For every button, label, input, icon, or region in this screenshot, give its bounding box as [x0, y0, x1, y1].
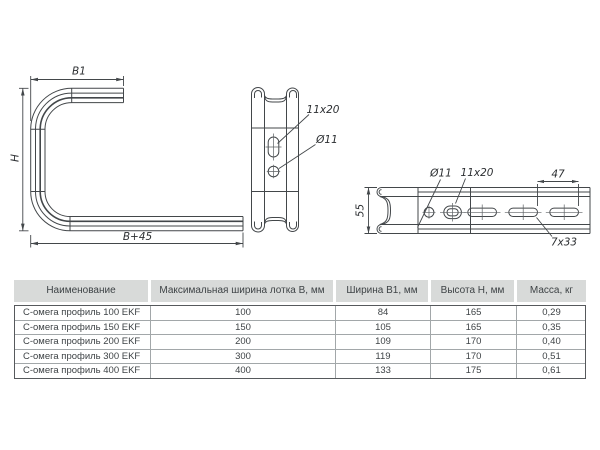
cell-mass: 0,51 [542, 350, 561, 362]
cell-height-h: 165 [431, 321, 517, 335]
cell-mass: 0,61 [542, 365, 561, 376]
cell-name: С-омега профиль 400 EKF [15, 364, 151, 378]
col-header-max-width: Максимальная ширина лотка В, мм [151, 280, 336, 302]
cell-max-width: 300 [151, 350, 336, 364]
label-top-long-slot: 7x33 [550, 236, 578, 249]
spec-table-header [14, 280, 586, 302]
cell-width-b1: 119 [336, 350, 431, 364]
front-view [252, 88, 340, 233]
cell-width-b1: 109 [336, 335, 431, 349]
cell-mass: 0,29 [542, 307, 561, 318]
cell-max-width: 150 [151, 321, 336, 335]
cell-mass: 0,35 [542, 321, 561, 333]
dim-label-47: 47 [551, 168, 565, 181]
cell-height-h: 175 [431, 364, 517, 378]
cell-max-width: 100 [151, 306, 336, 320]
spec-table [14, 280, 586, 379]
label-front-slot: 11x20 [306, 104, 340, 116]
col-header-mass: Масса, кг [517, 280, 586, 302]
cell-height-h: 170 [431, 335, 517, 349]
dim-label-b1: B1 [72, 65, 86, 78]
cell-name: С-омега профиль 150 EKF [15, 321, 151, 335]
cell-width-b1: 133 [336, 364, 431, 378]
dimension-h [10, 88, 29, 231]
dim-label-b45: B+45 [122, 231, 153, 243]
table-row [15, 321, 585, 336]
side-view [10, 66, 244, 248]
dimension-b45 [31, 231, 243, 248]
cell-width-b1: 84 [336, 306, 431, 320]
col-header-name: Наименование [14, 280, 151, 302]
cell-name: С-омега профиль 100 EKF [15, 306, 151, 320]
dim-label-h: H [9, 154, 22, 162]
top-view [355, 167, 591, 249]
cell-height-h: 165 [431, 306, 517, 320]
table-row [15, 350, 585, 365]
table-row [15, 364, 585, 378]
cell-max-width: 400 [151, 364, 336, 378]
table-row [15, 306, 585, 321]
dimension-55 [355, 188, 378, 234]
spec-table-body [14, 305, 586, 379]
label-front-hole: Ø11 [316, 134, 338, 146]
dim-label-55: 55 [354, 203, 367, 218]
cell-width-b1: 105 [336, 321, 431, 335]
cell-name: С-омега профиль 200 EKF [15, 335, 151, 349]
cell-max-width: 200 [151, 335, 336, 349]
col-header-width-b1: Ширина В1, мм [336, 280, 431, 302]
label-top-hole: Ø11 [430, 167, 452, 180]
cell-height-h: 170 [431, 350, 517, 364]
table-row [15, 335, 585, 350]
col-header-height-h: Высота Н, мм [431, 280, 517, 302]
cell-mass: 0,40 [542, 336, 561, 347]
cell-name: С-омега профиль 300 EKF [15, 350, 151, 364]
label-top-slot: 11x20 [460, 167, 494, 179]
